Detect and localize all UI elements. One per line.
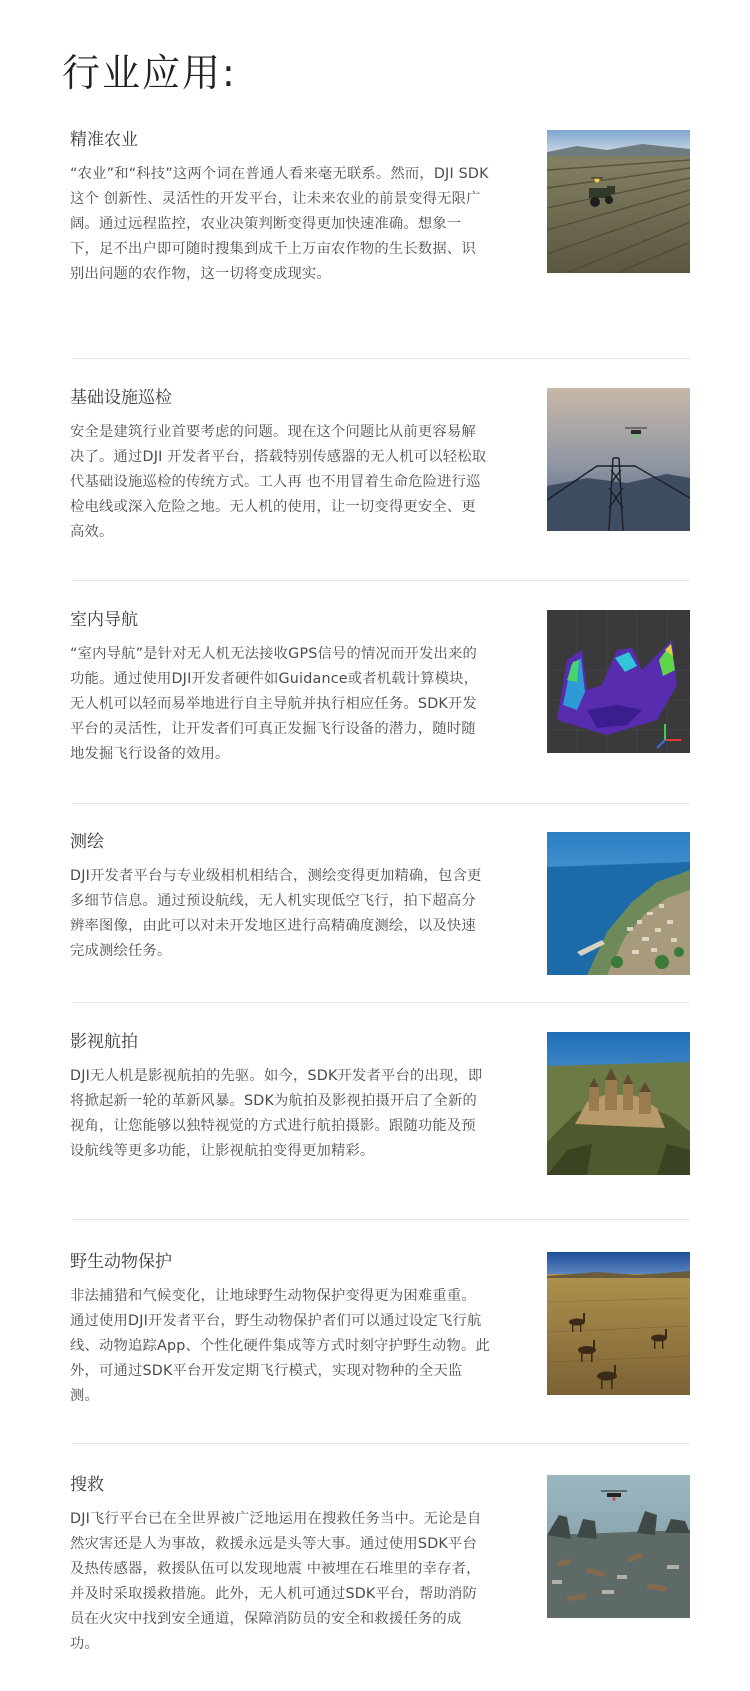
farmland-drone-image bbox=[547, 130, 690, 273]
section-indoor-navigation bbox=[62, 608, 690, 768]
section-aerial-film bbox=[62, 1030, 690, 1190]
section-title: 测绘 bbox=[70, 832, 104, 852]
disaster-rubble-image bbox=[547, 1475, 690, 1618]
section-infrastructure bbox=[62, 386, 690, 546]
section-agriculture bbox=[62, 128, 690, 288]
section-wildlife bbox=[62, 1250, 690, 1410]
section-divider bbox=[72, 580, 690, 581]
section-title: 野生动物保护 bbox=[70, 1252, 172, 1272]
section-title: 基础设施巡检 bbox=[70, 388, 172, 408]
section-divider bbox=[72, 1219, 690, 1220]
point-cloud-image bbox=[547, 610, 690, 753]
section-text: DJI飞行平台已在全世界被广泛地运用在搜救任务当中。无论是自然灾害还是人为事故，救援永远是头等大事。通过使用SDK平台及热传感器，救援队伍可以发现地震 中被埋在石堆里的幸存者，并及时采取援救措施。此外，无人机可通过SDK平台，帮助消防员在火灾中找到安全通道，保障消防员的安全和救援任务的成功。 bbox=[70, 1511, 482, 1652]
section-text: 非法捕猎和气候变化，让地球野生动物保护变得更为困难重重。通过使用DJI开发者平台，野生动物保护者们可以通过设定飞行航线、动物追踪App、个性化硬件集成等方式时刻守护野生动物。此外，可通过SDK平台开发定期飞行模式，实现对物种的全天监测。 bbox=[70, 1288, 490, 1404]
savanna-antelope-image bbox=[547, 1252, 690, 1395]
section-title: 精准农业 bbox=[70, 130, 138, 150]
section-divider bbox=[72, 358, 690, 359]
section-text: “农业”和“科技”这两个词在普通人看来毫无联系。然而，DJI SDK这个 创新性、灵活性的开发平台，让未来农业的前景变得无限广阔。通过远程监控，农业决策判断变得更加快速准确。想象一下，足不出户即可随时搜集到成千上万亩农作物的生长数据、识别出问题的农作物，这一切将变成现实。 bbox=[70, 166, 489, 282]
section-rescue bbox=[62, 1473, 690, 1663]
section-divider bbox=[72, 1443, 690, 1444]
section-divider bbox=[72, 1002, 690, 1003]
section-text: “室内导航”是针对无人机无法接收GPS信号的情况而开发出来的功能。通过使用DJI开发者硬件如Guidance或者机载计算模块，无人机可以轻而易举地进行自主导航并执行相应任务。SDK开发平台的灵活性，让开发者们可真正发掘飞行设备的潜力，随时随地发掘飞行设备的效用。 bbox=[70, 646, 479, 762]
section-divider bbox=[72, 803, 690, 804]
section-text: DJI无人机是影视航拍的先驱。如今，SDK开发者平台的出现，即将掀起新一轮的革新风暴。SDK为航拍及影视拍摄开启了全新的视角，让您能够以独特视觉的方式进行航拍摄影。跟随功能及预设航线等更多功能，让影视航拍变得更加精彩。 bbox=[70, 1068, 483, 1159]
section-text: 安全是建筑行业首要考虑的问题。现在这个问题比从前更容易解决了。通过DJI 开发者平台，搭载特别传感器的无人机可以轻松取代基础设施巡检的传统方式。工人再 也不用冒着生命危险进行巡检电线或深入危险之地。无人机的使用，让一切变得更安全、更高效。 bbox=[70, 424, 487, 540]
section-title: 影视航拍 bbox=[70, 1032, 138, 1052]
page-title: 行业应用: bbox=[62, 51, 237, 95]
section-title: 搜救 bbox=[70, 1475, 104, 1495]
section-text: DJI开发者平台与专业级相机相结合，测绘变得更加精确，包含更多细节信息。通过预设航线，无人机实现低空飞行，拍下超高分辨率图像，由此可以对未开发地区进行高精确度测绘，以及快速完成测绘任务。 bbox=[70, 868, 482, 959]
power-tower-image bbox=[547, 388, 690, 531]
coastal-city-image bbox=[547, 832, 690, 975]
section-surveying bbox=[62, 830, 690, 980]
castle-aerial-image bbox=[547, 1032, 690, 1175]
section-title: 室内导航 bbox=[70, 610, 138, 630]
